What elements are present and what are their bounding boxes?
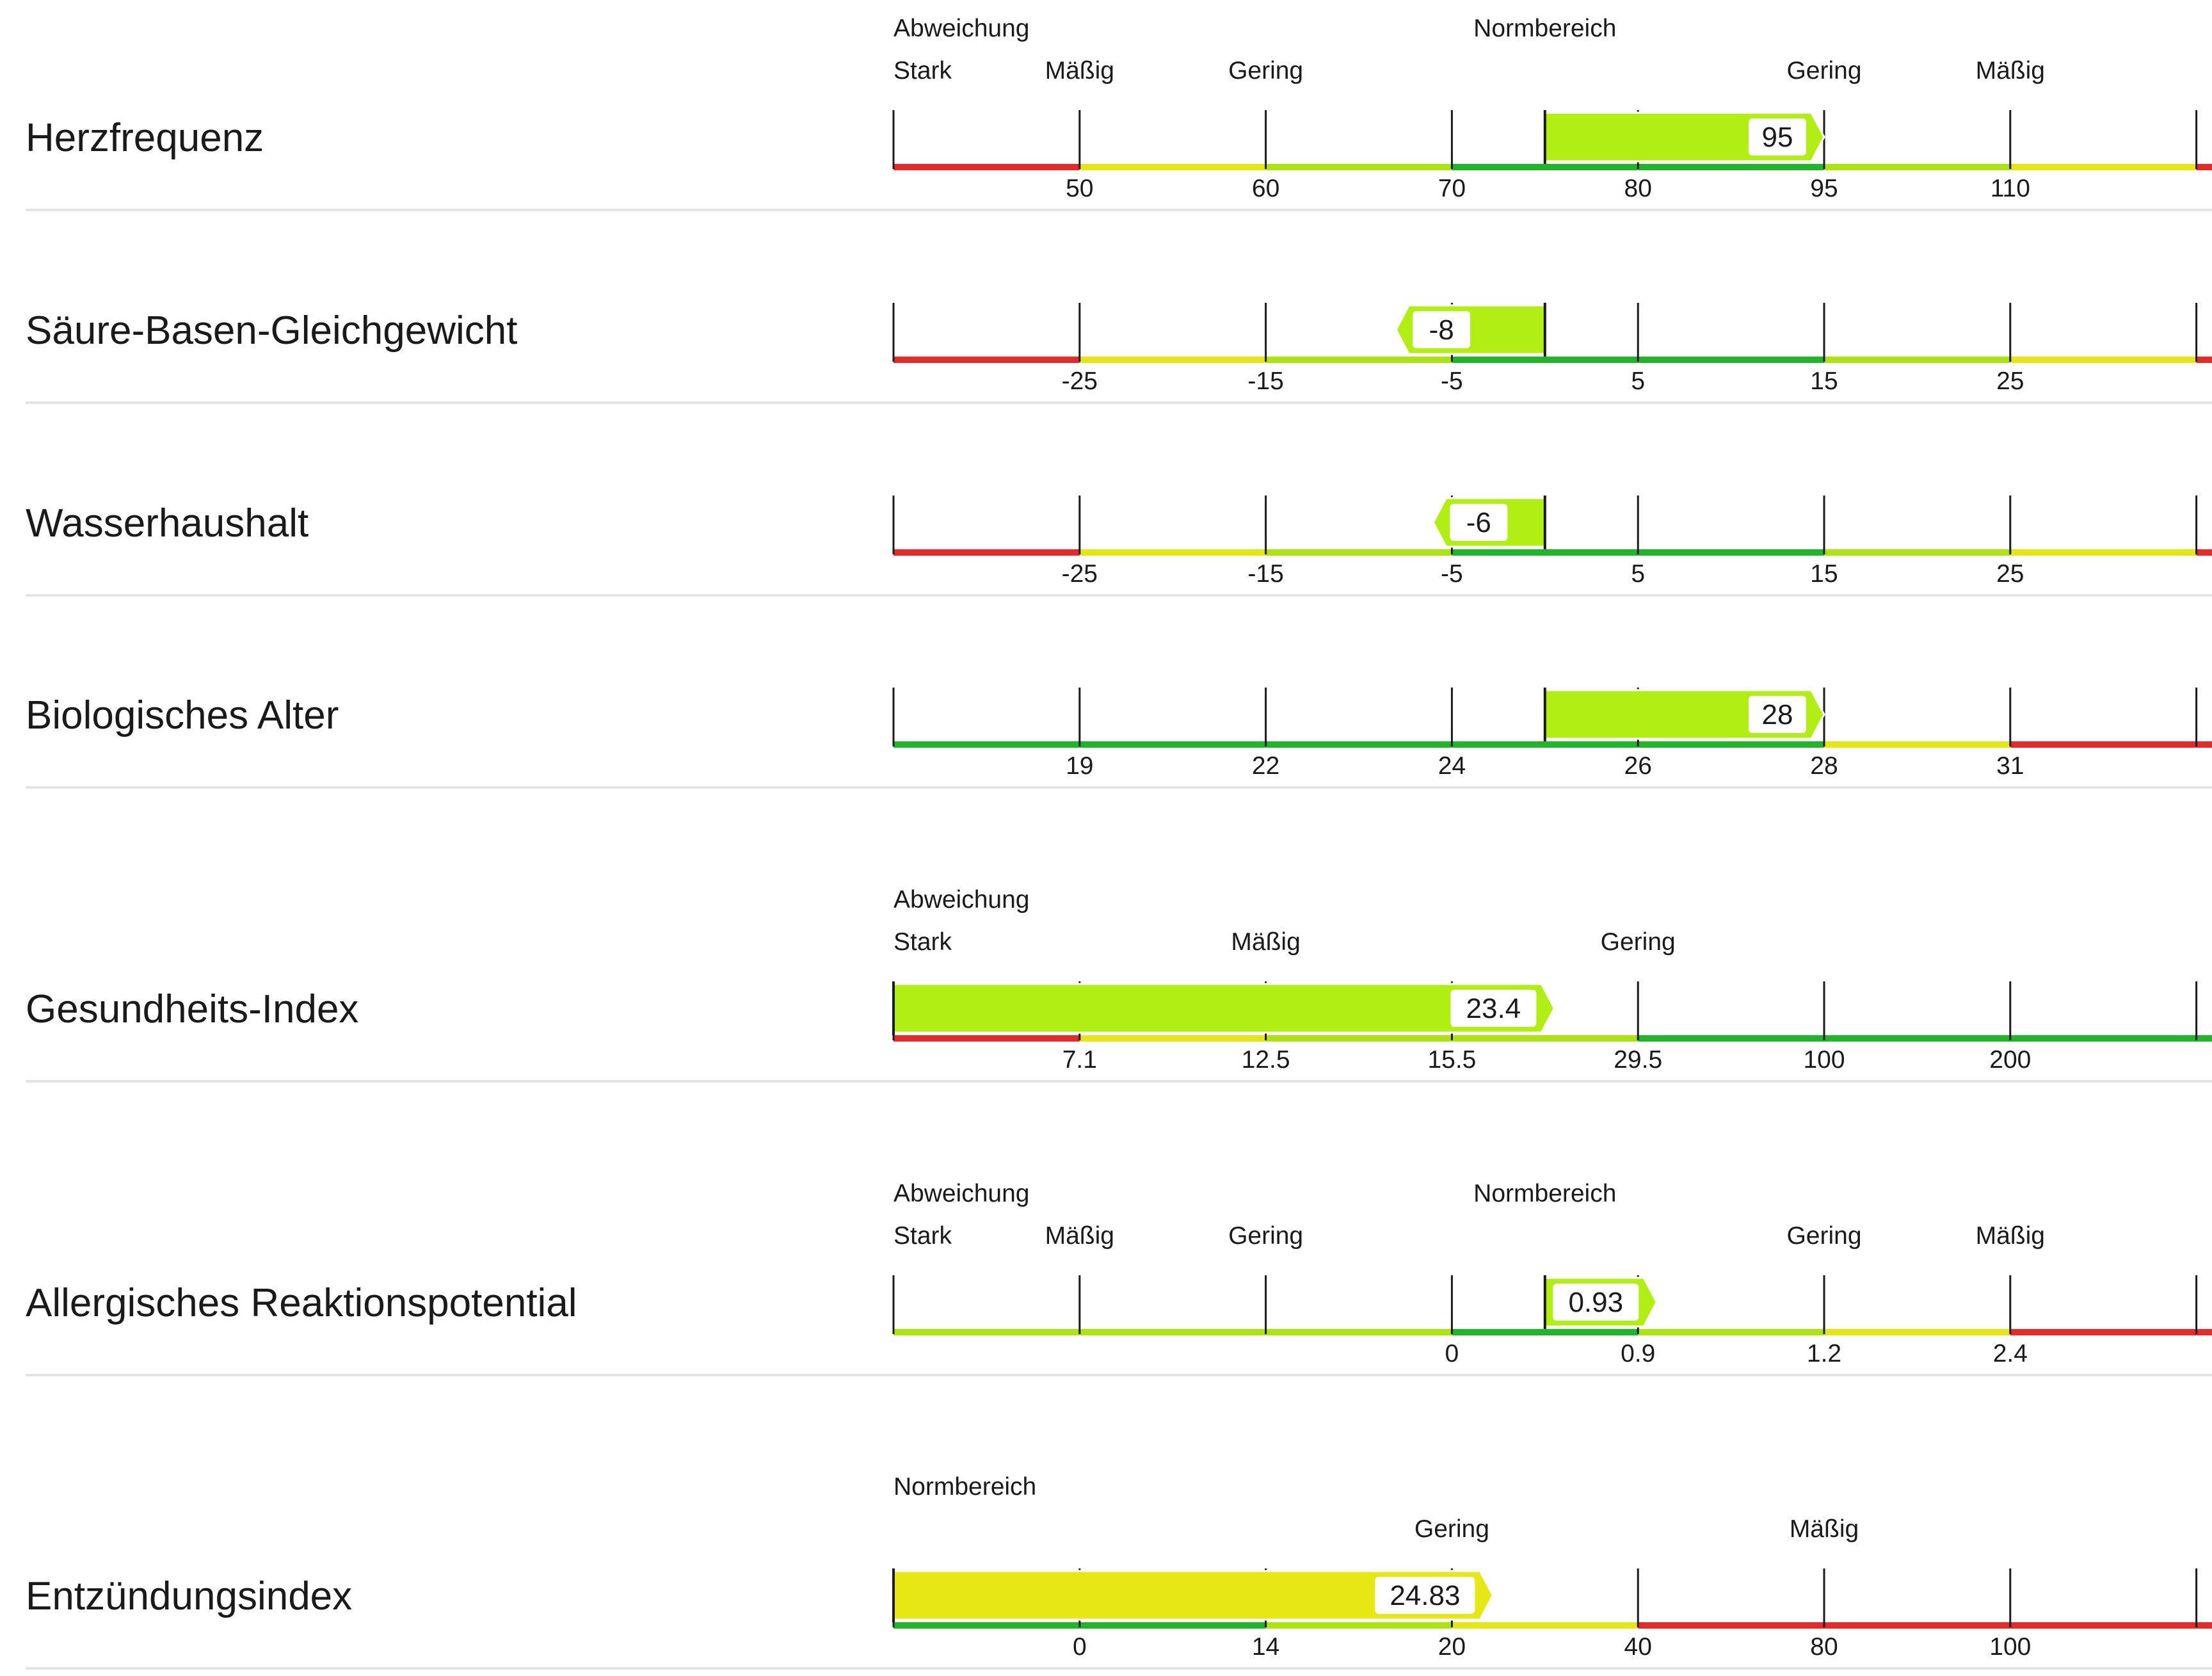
- scale-segment: [1266, 1329, 1452, 1335]
- tick-label: 1.2: [1806, 1340, 1842, 1367]
- tick-label: 70: [1438, 175, 1466, 202]
- scale-segment: [1452, 1622, 1638, 1629]
- scale-segment: [1266, 164, 1452, 170]
- scale-segment: [1080, 164, 1266, 170]
- indicator-row: [26, 1180, 2212, 1375]
- scale-segment: [894, 164, 1080, 170]
- scale-segment: [2010, 549, 2197, 556]
- indicator-title: Wasserhaushalt: [26, 501, 309, 545]
- tick-label: 200: [1989, 1046, 2032, 1074]
- scale-segment: [1266, 549, 1452, 556]
- value-label: 95: [1761, 122, 1793, 153]
- tick-label: -25: [1061, 367, 1098, 395]
- header-label: Abweichung: [894, 1180, 1030, 1207]
- scale-segment: [894, 1329, 1080, 1335]
- header-sublabel: Gering: [1786, 1222, 1862, 1250]
- tick-label: -5: [1441, 560, 1463, 588]
- scale-segment: [1266, 741, 1452, 748]
- indicator-title: Säure-Basen-Gleichgewicht: [26, 309, 518, 353]
- indicator-title: Gesundheits-Index: [26, 987, 359, 1031]
- scale-segment: [1080, 1035, 1266, 1042]
- tick-label: 5: [1631, 367, 1646, 395]
- header-sublabel: Mäßig: [1789, 1515, 1859, 1543]
- tick-label: -15: [1247, 367, 1284, 395]
- tick-label: 80: [1810, 1633, 1838, 1661]
- header-sublabel: Stark: [894, 928, 952, 956]
- tick-label: 2.4: [1992, 1340, 2028, 1367]
- indicator-title: Entzündungsindex: [26, 1574, 353, 1618]
- scale-segment: [1824, 1622, 2010, 1629]
- tick-label: 40: [1624, 1633, 1652, 1661]
- scale-segment: [1638, 1035, 1824, 1042]
- scale-segment: [1824, 164, 2010, 170]
- scale-segment: [894, 549, 1080, 556]
- tick-label: 31: [1996, 752, 2024, 780]
- header-sublabel: Stark: [894, 57, 952, 85]
- scale-segment: [1452, 741, 1638, 748]
- header-sublabel: Gering: [1228, 57, 1304, 85]
- header-sublabel: Gering: [1786, 57, 1862, 85]
- tick-label: 5: [1631, 560, 1646, 588]
- scale-segment: [1080, 741, 1266, 748]
- scale-segment: [894, 357, 1080, 363]
- scale-segment: [894, 1035, 1080, 1042]
- scale-segment: [1266, 1622, 1452, 1629]
- header-label: Normbereich: [1473, 1180, 1617, 1207]
- tick-label: 12.5: [1241, 1046, 1290, 1074]
- tick-label: 95: [1810, 175, 1838, 202]
- scale-segment: [1638, 164, 1824, 170]
- tick-label: 22: [1251, 752, 1280, 780]
- header-sublabel: Gering: [1228, 1222, 1304, 1250]
- tick-label: 15: [1810, 560, 1838, 588]
- scale-segment: [2010, 1329, 2212, 1335]
- scale-segment: [2010, 741, 2212, 748]
- value-label: 23.4: [1466, 993, 1521, 1024]
- scale-segment: [1638, 741, 1824, 748]
- indicator-row: [26, 15, 2212, 210]
- scale-segment: [1452, 549, 1638, 556]
- tick-label: 60: [1251, 175, 1280, 202]
- tick-label: 24: [1438, 752, 1466, 780]
- header-sublabel: Mäßig: [1045, 1222, 1114, 1250]
- scale-segment: [1266, 1035, 1452, 1042]
- scale-segment: [1080, 1622, 1266, 1629]
- scale-segment: [1824, 1035, 2010, 1042]
- tick-label: 15.5: [1427, 1046, 1477, 1074]
- tick-label: 7.1: [1062, 1046, 1097, 1074]
- tick-label: 0: [1445, 1340, 1459, 1367]
- header-label: Normbereich: [1473, 15, 1617, 42]
- scale-segment: [1452, 1329, 1638, 1335]
- scale-segment: [1080, 357, 1266, 363]
- tick-label: 100: [1803, 1046, 1845, 1074]
- tick-label: 28: [1810, 752, 1838, 780]
- indicator-row: [26, 886, 2212, 1081]
- header-sublabel: Gering: [1414, 1515, 1489, 1543]
- scale-segment: [1824, 741, 2010, 748]
- tick-label: -15: [1247, 560, 1284, 588]
- scale-segment: [2010, 357, 2197, 363]
- scale-segment: [1824, 1329, 2010, 1335]
- value-label: 0.93: [1568, 1287, 1624, 1318]
- tick-label: 50: [1066, 175, 1094, 202]
- scale-segment: [894, 741, 1080, 748]
- indicator-title: Allergisches Reaktionspotential: [26, 1281, 577, 1325]
- scale-segment: [2197, 164, 2212, 170]
- scale-segment: [894, 1622, 1080, 1629]
- indicator-row: [26, 303, 2212, 403]
- scale-segment: [1266, 357, 1452, 363]
- header-label: Normbereich: [894, 1473, 1037, 1501]
- value-label: -8: [1429, 314, 1454, 346]
- scale-segment: [1080, 549, 1266, 556]
- tick-label: 25: [1996, 367, 2024, 395]
- indicator-title: Herzfrequenz: [26, 116, 264, 160]
- value-label: -6: [1466, 507, 1491, 538]
- header-sublabel: Mäßig: [1975, 1222, 2045, 1250]
- header-sublabel: Mäßig: [1045, 57, 1114, 85]
- tick-label: 20: [1438, 1633, 1466, 1661]
- scale-segment: [2197, 357, 2212, 363]
- tick-label: 110: [1990, 175, 2030, 202]
- indicator-row: [26, 496, 2212, 595]
- value-label: 24.83: [1390, 1580, 1461, 1611]
- header-label: Abweichung: [894, 15, 1030, 42]
- tick-label: 29.5: [1614, 1046, 1663, 1074]
- tick-label: -5: [1441, 367, 1463, 395]
- tick-label: 25: [1996, 560, 2024, 588]
- scale-segment: [2010, 1622, 2212, 1629]
- tick-label: 80: [1624, 175, 1652, 202]
- header-sublabel: Mäßig: [1975, 57, 2045, 85]
- indicator-row: [26, 1473, 2212, 1668]
- header-sublabel: Mäßig: [1231, 928, 1301, 956]
- tick-label: 19: [1066, 752, 1094, 780]
- tick-label: 15: [1810, 367, 1838, 395]
- value-label: 28: [1761, 699, 1793, 730]
- scale-segment: [1452, 1035, 1638, 1042]
- scale-segment: [1824, 549, 2010, 556]
- scale-segment: [1638, 1329, 1824, 1335]
- scale-segment: [1638, 357, 1824, 363]
- tick-label: 0.9: [1621, 1340, 1656, 1367]
- tick-label: 14: [1251, 1633, 1280, 1661]
- header-label: Abweichung: [894, 886, 1030, 914]
- header-sublabel: Stark: [894, 1222, 952, 1250]
- scale-segment: [2010, 1035, 2212, 1042]
- scale-segment: [1452, 357, 1638, 363]
- scale-segment: [1824, 357, 2010, 363]
- scale-segment: [2010, 164, 2197, 170]
- scale-segment: [1080, 1329, 1266, 1335]
- tick-label: -25: [1061, 560, 1098, 588]
- tick-label: 100: [1989, 1633, 2032, 1661]
- scale-segment: [1452, 164, 1638, 170]
- indicator-row: [26, 688, 2212, 787]
- tick-label: 0: [1072, 1633, 1087, 1661]
- tick-label: 26: [1624, 752, 1652, 780]
- scale-segment: [1638, 549, 1824, 556]
- scale-segment: [1638, 1622, 1824, 1629]
- indicator-title: Biologisches Alter: [26, 693, 339, 737]
- scale-segment: [2197, 549, 2212, 556]
- header-sublabel: Gering: [1600, 928, 1676, 956]
